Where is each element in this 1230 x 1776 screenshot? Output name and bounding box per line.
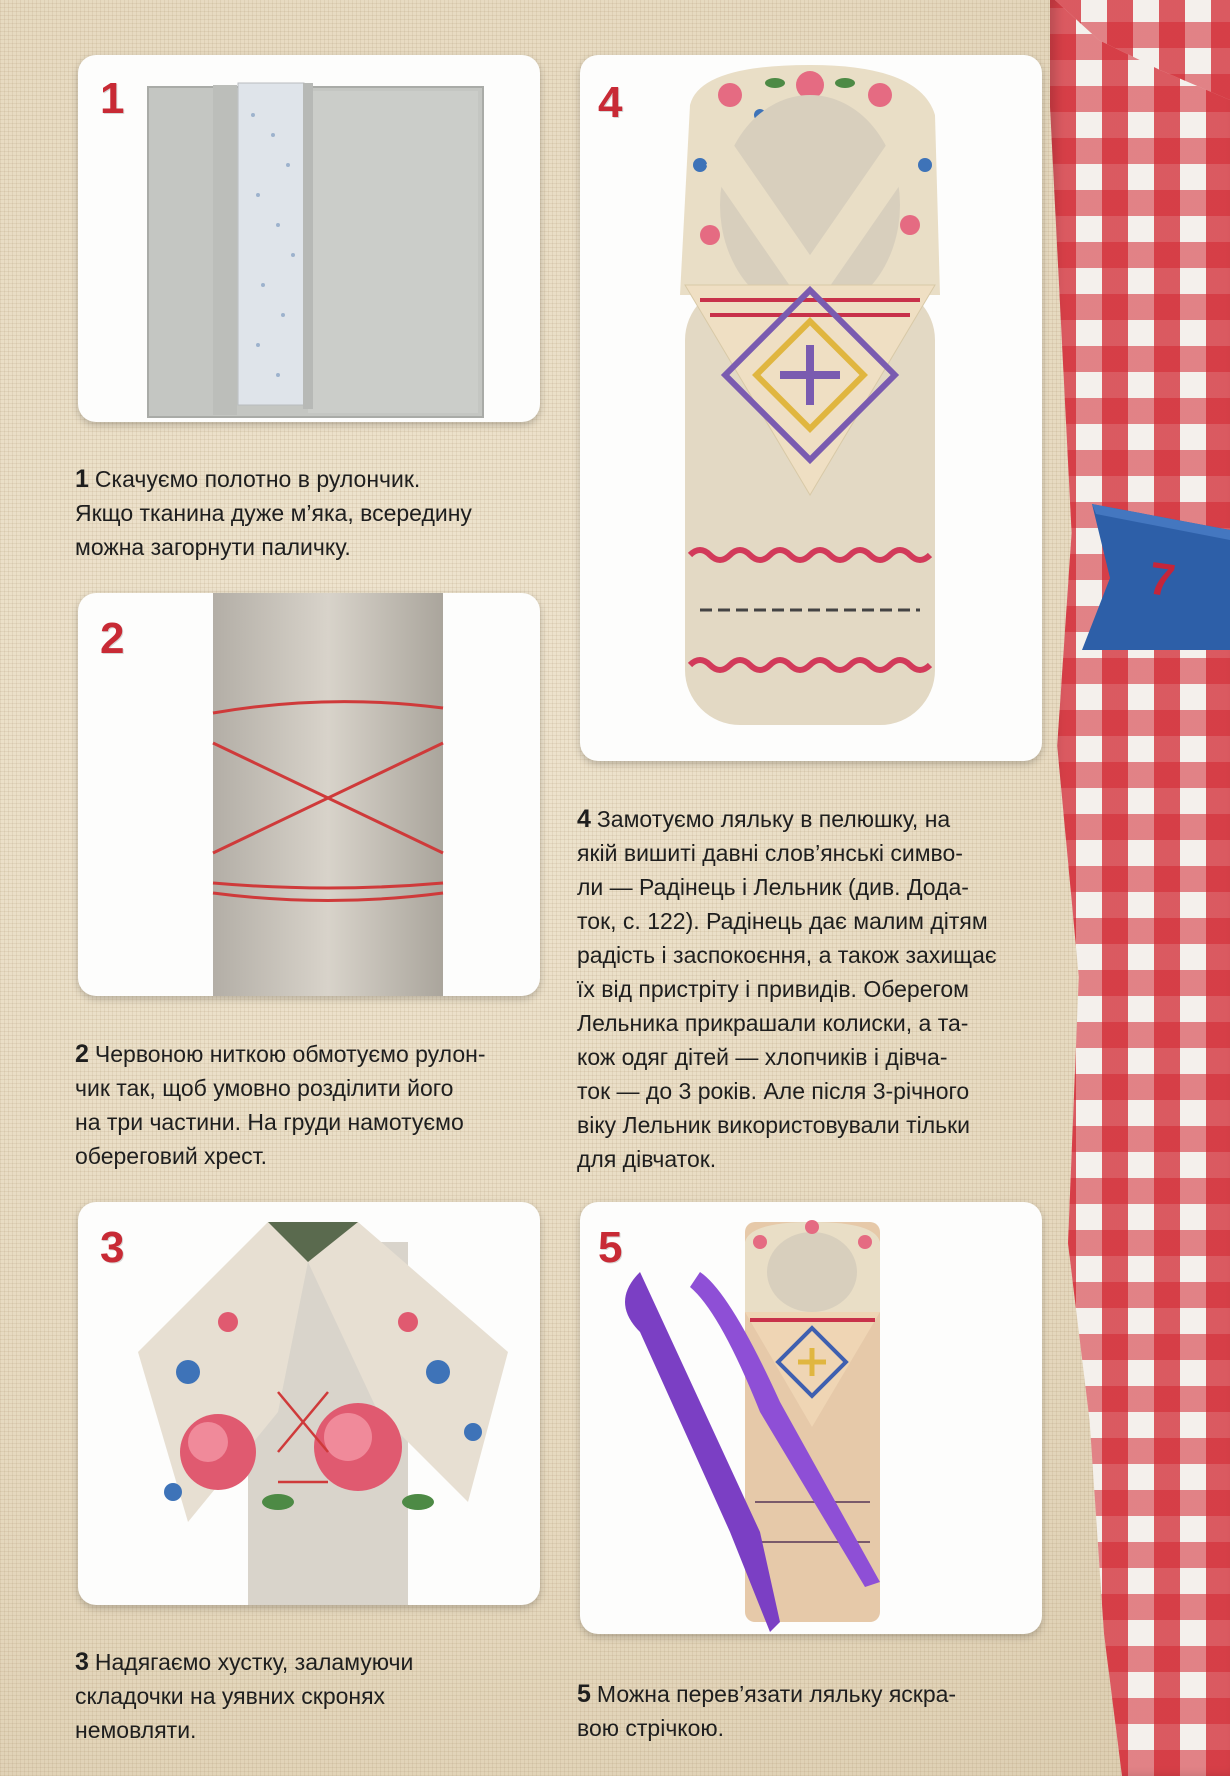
step-3-line-3: немовляти. (75, 1717, 197, 1743)
step-5-photo (580, 1202, 1042, 1634)
step-2-caption (75, 1037, 545, 1173)
step-2-line-3: на три частини. На груди намотуємо (75, 1109, 464, 1135)
page-number: 7 (1145, 551, 1179, 607)
step-2-photo (78, 593, 540, 996)
step-4-caption (577, 802, 1047, 1176)
step-1-photo (78, 55, 540, 422)
step-4-line-6: їх від пристріту і привидів. Оберегом (577, 976, 969, 1002)
step-4-line-5: радість і заспокоєння, а також захищає (577, 942, 997, 968)
step-3-number: 3 (75, 1648, 89, 1676)
step-4-line-2: якій вишиті давні слов’янські симво- (577, 840, 963, 866)
step-1-line-3: можна загорнути паличку. (75, 534, 351, 560)
step-4-line-3: ли — Радінець і Лельник (див. Дода- (577, 874, 969, 900)
step-3-badge: 3 (100, 1223, 125, 1272)
doll-with-ribbon-illustration (580, 1202, 1042, 1634)
step-4-number: 4 (577, 805, 591, 833)
gingham-cloth (1050, 0, 1230, 1776)
step-4-line-11: для дівчаток. (577, 1146, 717, 1172)
step-5-number: 5 (577, 1680, 591, 1708)
step-2-line-1: Червоною ниткою обмотуємо рулон- (94, 1041, 486, 1067)
step-5-line-1: Можна перев’язати ляльку яскра- (596, 1681, 957, 1707)
step-5-line-2: вою стрічкою. (577, 1715, 725, 1741)
step-1-caption (75, 462, 545, 564)
step-2-number: 2 (75, 1040, 89, 1068)
step-4-line-9: ток — до 3 років. Але після 3-річного (577, 1078, 970, 1104)
step-4-line-1: Замотуємо ляльку в пелюшку, на (596, 806, 951, 832)
step-4-line-8: кож одяг дітей — хлопчиків і дівча- (577, 1044, 948, 1070)
step-5-badge: 5 (598, 1223, 623, 1272)
swaddled-doll-illustration (580, 55, 1042, 761)
step-2-badge: 2 (100, 614, 125, 663)
step-4-line-4: ток, с. 122). Радінець дає малим дітям (577, 908, 988, 934)
step-4-badge: 4 (598, 78, 623, 127)
rolled-fabric-illustration (78, 55, 540, 422)
step-4-photo (580, 55, 1042, 761)
step-5-caption (577, 1677, 1047, 1745)
step-4-line-10: віку Лельник використовували тільки (577, 1112, 971, 1138)
step-3-caption (75, 1645, 545, 1747)
step-2-line-4: обереговий хрест. (75, 1143, 268, 1169)
step-1-number: 1 (75, 465, 89, 493)
shawl-doll-illustration (78, 1202, 540, 1605)
wrapped-roll-illustration (78, 593, 540, 996)
step-1-line-2: Якщо тканина дуже м’яка, всередину (75, 500, 472, 526)
step-4-line-7: Лельника прикрашали колиски, а та- (577, 1010, 969, 1036)
step-3-photo (78, 1202, 540, 1605)
step-1-line-1: Скачуємо полотно в рулончик. (94, 466, 421, 492)
step-1-badge: 1 (100, 74, 125, 123)
step-3-line-2: складочки на уявних скронях (75, 1683, 386, 1709)
step-2-line-2: чик так, щоб умовно розділити його (75, 1075, 454, 1101)
step-3-line-1: Надягаємо хустку, заламуючи (94, 1649, 414, 1675)
